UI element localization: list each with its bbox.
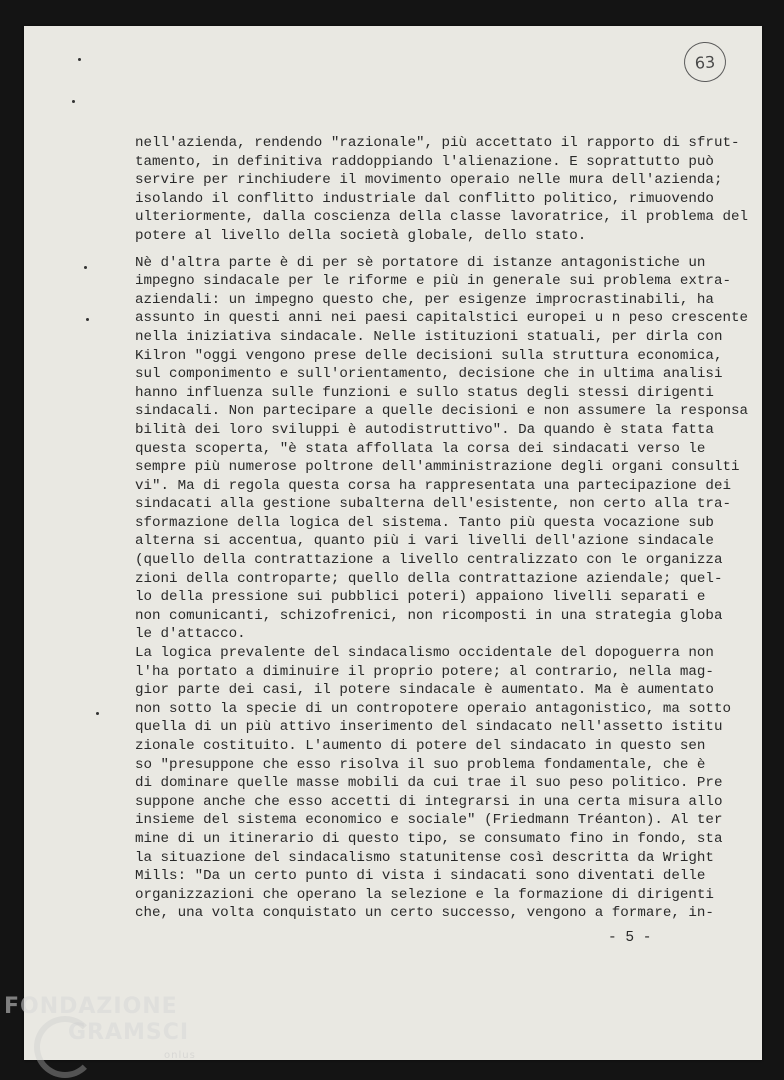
text-line: sformazione della logica del sistema. Tanto più questa vocazione sub bbox=[135, 514, 714, 531]
text-line: le d'attacco. bbox=[135, 626, 246, 643]
text-line: sindacati alla gestione subalterna dell'esistente, non certo alla tra- bbox=[135, 496, 731, 513]
text-line: so "presuppone che esso risolva il suo problema fondamentale, che è bbox=[135, 756, 706, 773]
text-line: che, una volta conquistato un certo successo, vengono a formare, in- bbox=[135, 905, 714, 922]
watermark-logo bbox=[4, 994, 196, 1061]
text-line: non comunicanti, schizofrenici, non ricomposti in una strategia globa bbox=[135, 607, 723, 624]
document-page bbox=[24, 26, 762, 1060]
text-line: Nè d'altra parte è di per sè portatore di istanze antagonistiche un bbox=[135, 254, 706, 271]
watermark-ring-icon bbox=[34, 1016, 96, 1078]
text-line: Mills: "Da un certo punto di vista i sindacati sono diventati delle bbox=[135, 868, 706, 885]
text-line: hanno influenza sulle funzioni e sullo status degli stessi dirigenti bbox=[135, 384, 714, 401]
punch-mark bbox=[96, 712, 99, 715]
text-line: servire per rinchiudere il movimento operaio nelle mura dell'azienda; bbox=[135, 172, 723, 189]
punch-mark bbox=[72, 100, 75, 103]
text-line: zioni della controparte; quello della contrattazione aziendale; quel- bbox=[135, 570, 723, 587]
text-line: bilità dei loro sviluppi è autodistruttivo". Da quando è stata fatta bbox=[135, 421, 714, 438]
text-line: sul componimento e sull'orientamento, decisione che in ultima analisi bbox=[135, 366, 723, 383]
text-line: organizzazioni che operano la selezione e la formazione di dirigenti bbox=[135, 886, 714, 903]
watermark-line1: FONDAZIONE bbox=[4, 994, 178, 1019]
text-line: vi". Ma di regola questa corsa ha rappresentata una partecipazione dei bbox=[135, 477, 731, 494]
text-line: lo della pressione sui pubblici poteri) appaiono livelli separati e bbox=[135, 589, 706, 606]
text-line: questa scoperta, "è stata affollata la corsa dei sindacati verso le bbox=[135, 440, 706, 457]
text-line: aziendali: un impegno questo che, per esigenze improcrastinabili, ha bbox=[135, 291, 714, 308]
page-annotation: 63 bbox=[683, 41, 728, 84]
watermark-line2: GRAMSCI bbox=[68, 1020, 190, 1045]
text-line: isolando il conflitto industriale dal conflitto politico, rimuovendo bbox=[135, 190, 714, 207]
text-line: sindacali. Non partecipare a quelle decisioni e non assumere la responsa bbox=[135, 403, 748, 420]
paragraph-gap bbox=[135, 246, 675, 254]
text-line: nell'azienda, rendendo "razionale", più accettato il rapporto di sfrut- bbox=[135, 135, 740, 151]
body-text bbox=[135, 134, 748, 923]
text-line: ulteriormente, dalla coscienza della classe lavoratrice, il problema del bbox=[135, 209, 748, 226]
text-line: tamento, in definitiva raddoppiando l'alienazione. E soprattutto può bbox=[135, 153, 714, 170]
punch-mark bbox=[84, 266, 87, 269]
text-line: nella iniziativa sindacale. Nelle istituzioni statuali, per dirla con bbox=[135, 328, 723, 345]
text-line: mine di un itinerario di questo tipo, se consumato fino in fondo, sta bbox=[135, 830, 723, 847]
text-line: assunto in questi anni nei paesi capitalstici europei u n peso crescente bbox=[135, 310, 748, 327]
text-line: sempre più numerose poltrone dell'amministrazione degli organi consulti bbox=[135, 459, 740, 476]
text-line: Kilron "oggi vengono prese delle decisioni sulla struttura economica, bbox=[135, 347, 723, 364]
punch-mark bbox=[78, 58, 81, 61]
text-line: quella di un più attivo inserimento del sindacato nell'assetto istitu bbox=[135, 719, 723, 736]
text-line: impegno sindacale per le riforme e più in generale sui problema extra- bbox=[135, 273, 731, 290]
text-line: zionale costituito. L'aumento di potere del sindacato in questo sen bbox=[135, 738, 706, 754]
text-line: suppone anche che esso accetti di integrarsi in una certa misura allo bbox=[135, 793, 723, 810]
text-line: l'ha portato a diminuire il proprio potere; al contrario, nella mag- bbox=[135, 663, 714, 680]
text-line: La logica prevalente del sindacalismo occidentale del dopoguerra non bbox=[135, 645, 714, 662]
text-line: insieme del sistema economico e sociale" (Friedmann Tréanton). Al ter bbox=[135, 812, 723, 829]
text-line: non sotto la specie di un contropotere operaio antagonistico, ma sotto bbox=[135, 700, 731, 717]
text-line: di dominare quelle masse mobili da cui trae il suo peso politico. Pre bbox=[135, 775, 723, 792]
punch-mark bbox=[86, 318, 89, 321]
watermark-sub: onlus bbox=[164, 1050, 196, 1061]
text-line: (quello della contrattazione a livello centralizzato con le organizza bbox=[135, 552, 723, 569]
text-line: gior parte dei casi, il potere sindacale è aumentato. Ma è aumentato bbox=[135, 682, 714, 699]
text-line: potere al livello della società globale, dello stato. bbox=[135, 227, 587, 244]
page-number: - 5 - bbox=[608, 930, 652, 946]
text-line: la situazione del sindacalismo statunitense così descritta da Wright bbox=[135, 849, 714, 866]
text-line: alterna si accentua, quanto più i vari livelli dell'azione sindacale bbox=[135, 533, 714, 550]
